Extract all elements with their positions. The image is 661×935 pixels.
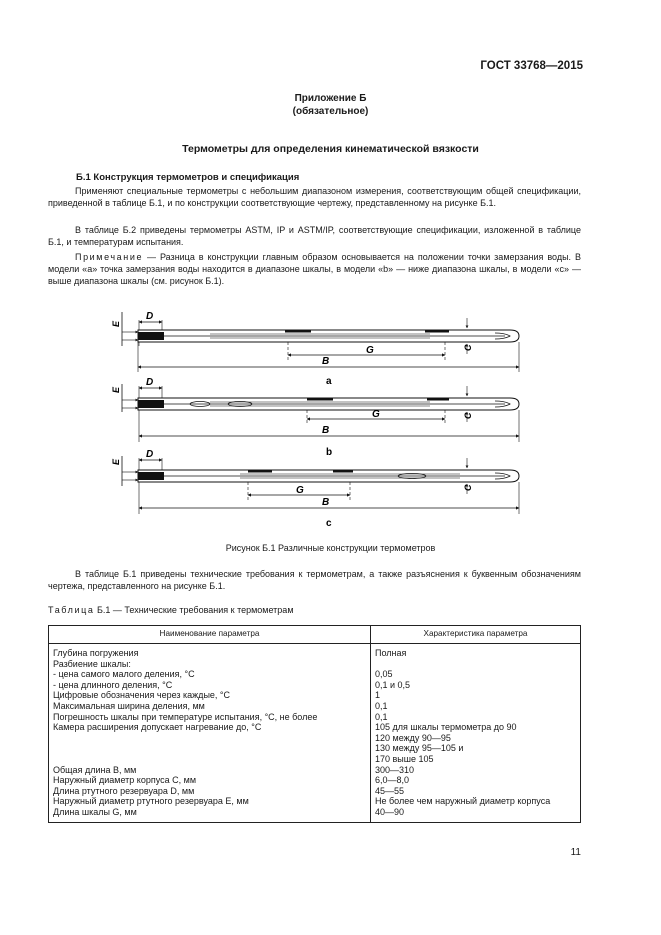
value-line: 130 между 95—105 и (375, 743, 464, 754)
param-line (53, 754, 366, 765)
param-line: Длина шкалы G, мм (53, 806, 137, 817)
standard-number: ГОСТ 33768—2015 (480, 60, 583, 72)
table-caption-text: Б.1 — Технические требования к термометрам (94, 605, 294, 615)
appendix-subtitle: (обязательное) (292, 106, 369, 117)
param-line: Цифровые обозначения через каждые, °C (53, 690, 231, 701)
header-parameter: Наименование параметра (49, 626, 371, 644)
note-label: Примечание (75, 252, 144, 262)
label-c-b: C (463, 412, 473, 419)
param-line: Наружный диаметр ртутного резервуара Е, мм (53, 796, 249, 807)
value-line: 45—55 (375, 785, 405, 796)
param-line: Погрешность шкалы при температуре испытания, °C, не более (53, 711, 318, 722)
param-line: - цена длинного деления, °C (53, 679, 173, 690)
value-line (375, 659, 576, 670)
param-line (53, 743, 366, 754)
thermometer-drawing (100, 300, 540, 540)
param-line: Длина ртутного резервуара D, мм (53, 785, 195, 796)
value-line: 40—90 (375, 806, 405, 817)
label-g-a: G (366, 345, 374, 356)
value-line: 0,1 (375, 700, 388, 711)
label-b-a: B (322, 356, 330, 367)
thermometer-figure (100, 300, 540, 540)
label-d-a: D (146, 311, 154, 322)
paragraph-2 (48, 224, 581, 248)
param-line: Разбиение шкалы: (53, 658, 131, 669)
param-line: Камера расширения допускает нагревание до, °C (53, 722, 262, 733)
label-g-b: G (372, 409, 380, 420)
param-line: - цена самого малого деления, °C (53, 669, 195, 680)
label-c-a: C (463, 344, 473, 351)
paragraph-2-text: В таблице Б.2 приведены термометры ASTM, IP и ASTM/IP, соответствующие спецификации, изложенной в таблице Б.1, и температурам испытания. (48, 225, 581, 248)
value-line: 0,05 (375, 669, 393, 680)
table-caption (48, 605, 294, 615)
value-line: 105 для шкалы термометра до 90 (375, 722, 517, 733)
label-g-c: G (296, 485, 304, 496)
param-line: Общая длина В, мм (53, 764, 137, 775)
label-d-b: D (146, 377, 154, 388)
variant-label-a: a (326, 376, 332, 387)
value-line: Не более чем наружный диаметр корпуса (375, 796, 551, 807)
value-line: 0,1 (375, 711, 388, 722)
variant-label-c: c (326, 518, 332, 529)
note (48, 251, 581, 288)
table-caption-label: Таблица (48, 605, 95, 615)
value-line: 300—310 (375, 764, 415, 775)
figure-caption: Рисунок Б.1 Различные конструкции термометров (225, 543, 436, 553)
table-header-row (49, 626, 581, 644)
value-line: 1 (375, 690, 381, 701)
thermometer-b (111, 377, 519, 458)
value-line: Полная (375, 648, 407, 658)
table-row (49, 644, 581, 823)
label-b-b: B (322, 425, 330, 436)
main-title: Термометры для определения кинематической вязкости (182, 143, 479, 155)
variant-label-b: b (326, 447, 333, 458)
label-e-c: E (111, 458, 121, 465)
header-value: Характеристика параметра (371, 626, 581, 644)
label-e-b: E (111, 386, 121, 393)
value-line: 0,1 и 0,5 (375, 679, 411, 690)
paragraph-1-text: Применяют специальные термометры с небольшим диапазоном измерения, соответствующим общей спецификации, приведенной в таблице Б.1, и по конструкции соответствующие чертежу, представленному на рисунке Б.1. (48, 186, 581, 209)
spec-table (48, 625, 581, 823)
label-b-c: B (322, 497, 330, 508)
paragraph-3 (48, 568, 581, 592)
label-c-c: C (463, 484, 473, 491)
parameter-column (49, 644, 371, 823)
label-e-a: E (111, 320, 121, 327)
param-line: Глубина погружения (53, 648, 139, 658)
value-column (371, 644, 581, 823)
value-line: 6,0—8,0 (375, 775, 410, 786)
paragraph-1 (48, 185, 581, 209)
value-line: 170 выше 105 (375, 753, 434, 764)
paragraph-3-text: В таблице Б.1 приведены технические требования к термометрам, а также разъяснения к буквенным обозначениям чертежа, представленного на рисунке Б.1. (48, 569, 581, 592)
param-line (53, 733, 366, 744)
page-number: 11 (570, 847, 581, 858)
section-heading: Б.1 Конструкция термометров и спецификация (76, 172, 300, 183)
param-line: Максимальная ширина деления, мм (53, 700, 205, 711)
label-d-c: D (146, 449, 154, 460)
appendix-title: Приложение Б (294, 93, 367, 104)
thermometer-c (111, 449, 519, 529)
thermometer-a (111, 311, 519, 387)
value-line: 120 между 90—95 (375, 732, 451, 743)
note-text: — Разница в конструкции главным образом основывается на положении точки замерзания воды. В модели «а» точка замерзания воды находится в диапазоне шкалы, в модели «b» — ниже диапазона шкалы, в модели «с» — выше диапазона шкалы (см. рисунок Б.1). (48, 252, 581, 287)
param-line: Наружный диаметр корпуса С, мм (53, 775, 197, 786)
